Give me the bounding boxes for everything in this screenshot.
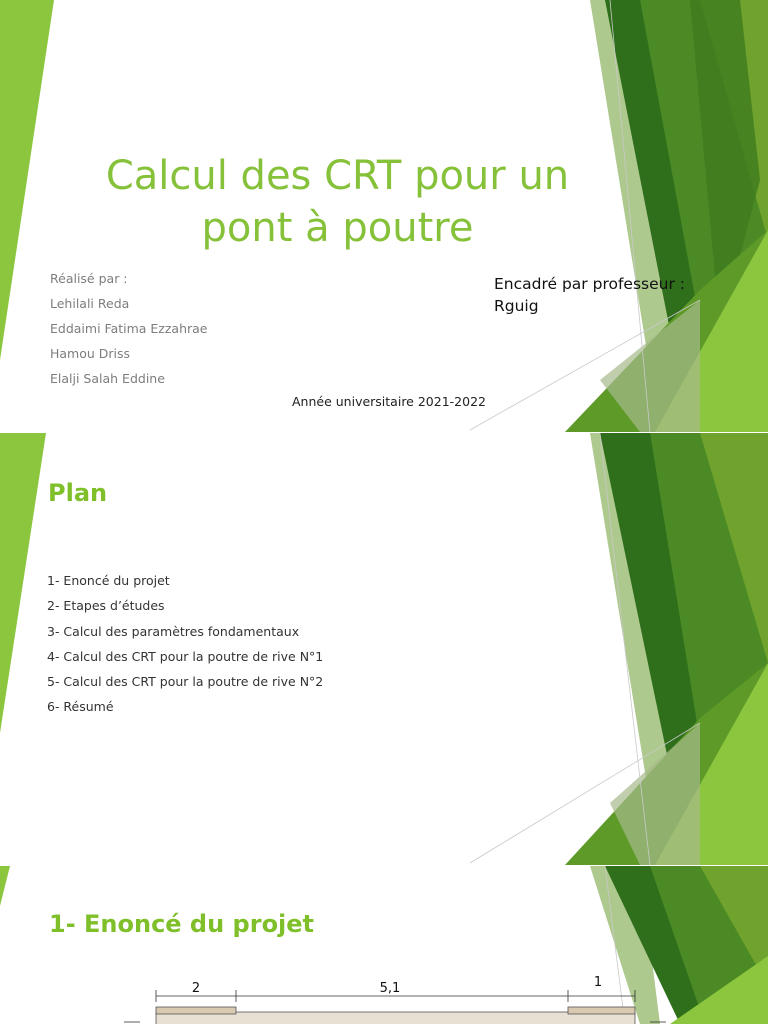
authors-heading: Réalisé par :: [50, 271, 128, 286]
academic-year: Année universitaire 2021-2022: [292, 394, 486, 409]
bridge-cross-section-drawing: [110, 974, 670, 1024]
dimension-label-left: 2: [191, 981, 201, 996]
title-slide: [0, 0, 768, 432]
presentation-title: Calcul des CRT pour un pont à poutre: [105, 153, 570, 251]
author-name: Elalji Salah Eddine: [50, 371, 165, 386]
plan-heading: Plan: [48, 479, 108, 507]
plan-item: 6- Résumé: [47, 699, 114, 715]
plan-item: 4- Calcul des CRT pour la poutre de rive N°1: [47, 648, 324, 664]
plan-item: 1- Enoncé du projet: [47, 573, 170, 588]
supervisor-text: Encadré par professeur : Rguig: [494, 275, 685, 315]
plan-list: [47, 572, 377, 724]
plan-slide: [0, 433, 768, 865]
author-name: Hamou Driss: [50, 346, 131, 361]
enonce-slide: [0, 866, 768, 1024]
author-name: Eddaimi Fatima Ezzahrae: [50, 321, 208, 336]
author-name: Lehilali Reda: [50, 296, 130, 311]
plan-item: 2- Etapes d’études: [47, 598, 165, 614]
plan-item: 3- Calcul des paramètres fondamentaux: [47, 623, 300, 639]
dimension-label-right: 1: [593, 975, 603, 990]
section-heading: 1- Enoncé du projet: [49, 910, 315, 938]
plan-item: 5- Calcul des CRT pour la poutre de rive N°2: [47, 674, 324, 690]
dimension-label-middle: 5,1: [379, 981, 401, 996]
authors-list: [50, 270, 310, 395]
